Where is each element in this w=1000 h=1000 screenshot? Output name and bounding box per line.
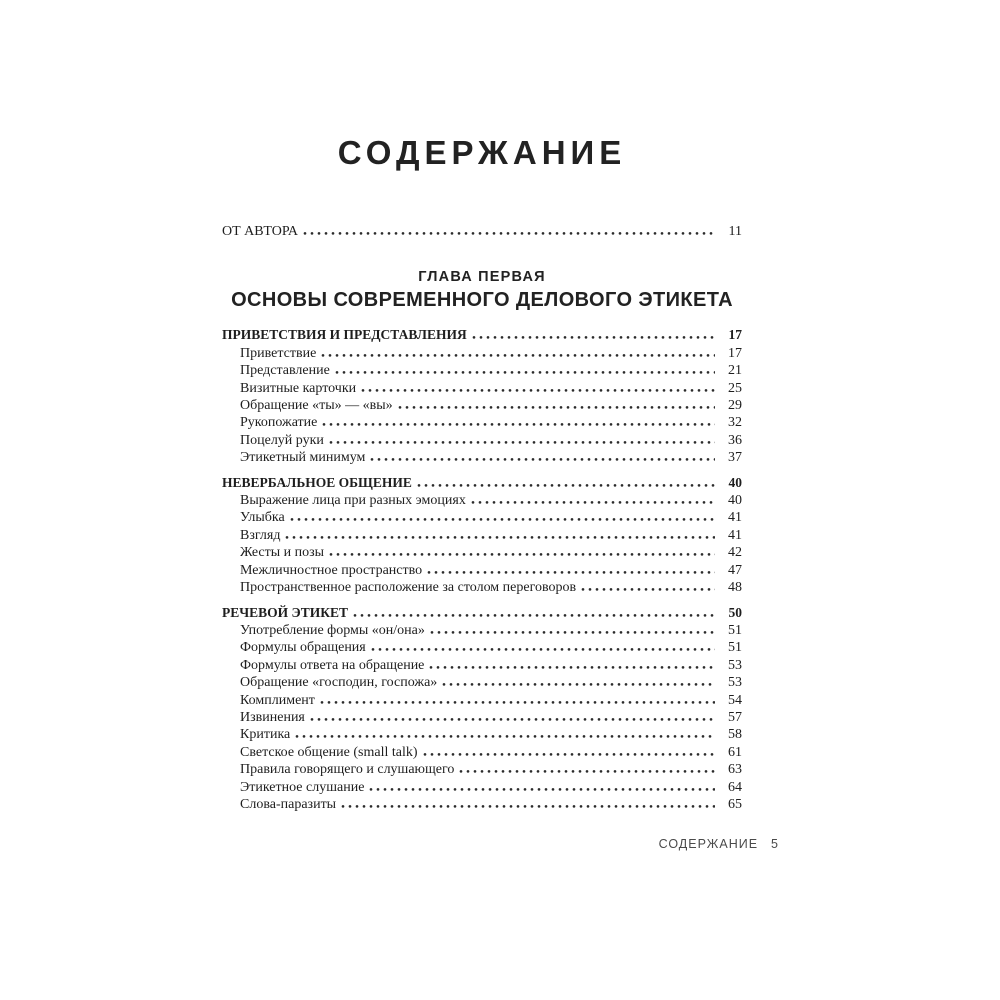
dot-leader: [371, 648, 715, 651]
dot-leader: [472, 336, 715, 339]
toc-entry-label: Слова-паразиты: [240, 796, 337, 812]
dot-leader: [581, 588, 715, 591]
toc-entry-label: Рукопожатие: [240, 415, 318, 431]
toc-page-number: 17: [728, 345, 742, 361]
toc-section-header: [222, 474, 742, 491]
toc-item: [222, 796, 742, 813]
toc-entry-label: РЕЧЕВОЙ ЭТИКЕТ: [222, 604, 349, 620]
toc-entry-label: Пространственное расположение за столом переговоров: [240, 580, 577, 596]
toc-item: [222, 674, 742, 691]
toc-item: [222, 380, 742, 397]
toc-entry-front-matter: [222, 223, 742, 240]
toc-item: [222, 414, 742, 431]
toc-item: [222, 692, 742, 709]
toc-page-number: 53: [728, 675, 742, 691]
dot-leader: [429, 666, 715, 669]
dot-leader: [398, 406, 715, 409]
dot-leader: [295, 735, 715, 738]
dot-leader: [471, 501, 715, 504]
toc-entry-label: Поцелуй руки: [240, 432, 324, 448]
toc-entry-label: Представление: [240, 363, 330, 379]
dot-leader: [303, 232, 715, 235]
toc-item: [222, 779, 742, 796]
chapter-heading: [222, 269, 742, 311]
toc-entry-label: Светское общение (small talk): [240, 744, 418, 760]
toc-entry-label: Употребление формы «он/она»: [240, 622, 425, 638]
dot-leader: [353, 614, 715, 617]
dot-leader: [335, 371, 715, 374]
dot-leader: [423, 753, 715, 756]
toc-page-number: 40: [728, 493, 742, 509]
toc-entry-label: Приветствие: [240, 345, 317, 361]
toc-page-number: 53: [728, 657, 742, 673]
toc-item: [222, 544, 742, 561]
toc-entry-label: Этикетное слушание: [240, 779, 365, 795]
toc-entry-label: Выражение лица при разных эмоциях: [240, 493, 466, 509]
toc-entry-label: ПРИВЕТСТВИЯ И ПРЕДСТАВЛЕНИЯ: [222, 327, 467, 343]
toc-item: [222, 622, 742, 639]
toc-item: [222, 449, 742, 466]
dot-leader: [430, 631, 715, 634]
toc-entry-label: Жесты и позы: [240, 545, 325, 561]
toc-page-number: 17: [728, 327, 742, 343]
dot-leader: [321, 354, 715, 357]
toc-page-number: 50: [728, 604, 742, 620]
footer-page-number: 5: [771, 837, 778, 851]
toc-page-number: 11: [728, 224, 742, 239]
dot-leader: [285, 536, 715, 539]
toc-entry-label: Обращение «господин, госпожа»: [240, 675, 438, 691]
dot-leader: [417, 484, 715, 487]
toc-item: [222, 345, 742, 362]
toc-page-number: 63: [728, 762, 742, 778]
dot-leader: [290, 518, 715, 521]
toc-page-number: 48: [728, 580, 742, 596]
running-footer: [659, 837, 778, 851]
toc-page-number: 47: [728, 562, 742, 578]
toc-entry-label: Улыбка: [240, 510, 285, 526]
toc-item: [222, 432, 742, 449]
toc-page-number: 36: [728, 432, 742, 448]
toc-item: [222, 397, 742, 414]
toc-page-number: 51: [728, 622, 742, 638]
dot-leader: [459, 770, 715, 773]
toc-page-number: 37: [728, 450, 742, 466]
toc-item: [222, 562, 742, 579]
toc-entry-label: ОТ АВТОРА: [222, 224, 299, 239]
toc-entry-label: Формулы обращения: [240, 640, 366, 656]
dot-leader: [341, 805, 715, 808]
toc-entry-label: Этикетный минимум: [240, 450, 366, 466]
toc-page-number: 25: [728, 380, 742, 396]
chapter-title: ОСНОВЫ СОВРЕМЕННОГО ДЕЛОВОГО ЭТИКЕТА: [231, 289, 733, 312]
toc-page-number: 65: [728, 796, 742, 812]
toc-item: [222, 761, 742, 778]
footer-label: СОДЕРЖАНИЕ: [658, 837, 759, 851]
toc-entry-label: Извинения: [240, 709, 305, 725]
toc-page-number: 21: [728, 363, 742, 379]
toc-item: [222, 492, 742, 509]
toc-entry-label: Комплимент: [240, 692, 315, 708]
toc-item: [222, 709, 742, 726]
toc-page-number: 29: [728, 398, 742, 414]
toc-page-number: 41: [728, 510, 742, 526]
dot-leader: [322, 423, 715, 426]
toc-page-number: 57: [728, 709, 742, 725]
toc-page-number: 51: [728, 640, 742, 656]
toc-item: [222, 527, 742, 544]
toc-page-number: 58: [728, 727, 742, 743]
dot-leader: [361, 389, 715, 392]
dot-leader: [442, 683, 715, 686]
page-title: СОДЕРЖАНИЕ: [337, 134, 627, 171]
toc-list: [222, 326, 742, 813]
toc-entry-label: Критика: [240, 727, 291, 743]
dot-leader: [329, 441, 715, 444]
toc-item: [222, 726, 742, 743]
toc-section-header: [222, 326, 742, 343]
chapter-kicker: ГЛАВА ПЕРВАЯ: [418, 269, 546, 286]
dot-leader: [369, 788, 715, 791]
toc-section-header: [222, 604, 742, 621]
dot-leader: [370, 458, 715, 461]
toc-entry-label: Формулы ответа на обращение: [240, 657, 425, 673]
toc-entry-label: Визитные карточки: [240, 380, 357, 396]
dot-leader: [329, 553, 715, 556]
toc-page-number: 61: [728, 744, 742, 760]
toc-entry-label: Обращение «ты» — «вы»: [240, 398, 393, 414]
toc-entry-label: Правила говорящего и слушающего: [240, 762, 455, 778]
toc-page-number: 42: [728, 545, 742, 561]
toc-page-number: 64: [728, 779, 742, 795]
dot-leader: [320, 701, 715, 704]
toc-entry-label: НЕВЕРБАЛЬНОЕ ОБЩЕНИЕ: [222, 474, 412, 490]
toc-page-number: 41: [728, 527, 742, 543]
toc-item: [222, 362, 742, 379]
toc-item: [222, 639, 742, 656]
dot-leader: [427, 571, 715, 574]
toc-item: [222, 657, 742, 674]
toc-item: [222, 509, 742, 526]
toc-entry-label: Межличностное пространство: [240, 562, 423, 578]
dot-leader: [310, 718, 715, 721]
toc-page-number: 40: [728, 474, 742, 490]
toc-page-number: 54: [728, 692, 742, 708]
toc-entry-label: Взгляд: [240, 527, 281, 543]
toc-item: [222, 579, 742, 596]
toc-content: [222, 0, 742, 813]
toc-item: [222, 744, 742, 761]
toc-page-number: 32: [728, 415, 742, 431]
